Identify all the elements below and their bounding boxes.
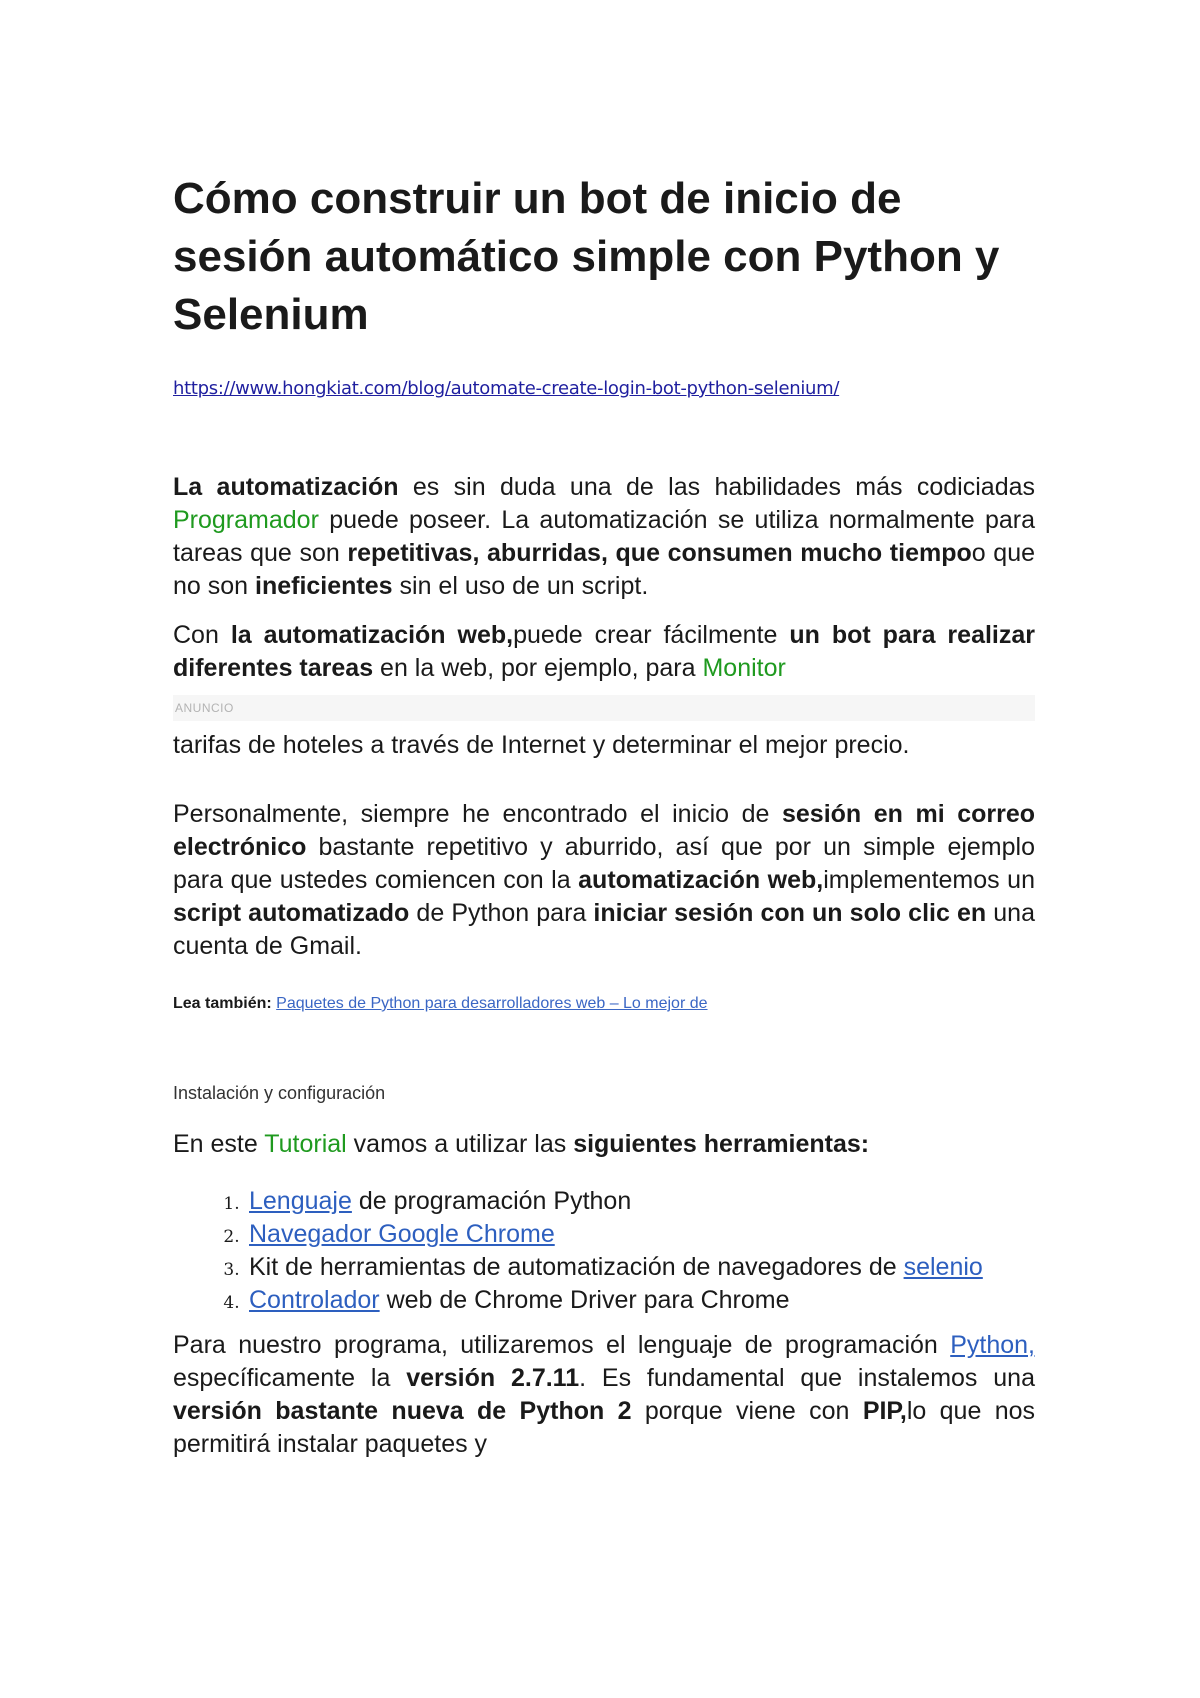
page-title: Cómo construir un bot de inicio de sesión automático simple con Python y Selenium <box>173 174 1000 339</box>
text: vamos a utilizar las <box>346 1130 574 1158</box>
controller-link[interactable]: Controlador <box>249 1286 380 1314</box>
selenium-link[interactable]: selenio <box>903 1253 983 1281</box>
list-item <box>245 1185 1035 1218</box>
text: . Es fundamental que instalemos una <box>579 1364 1035 1392</box>
text: bastante repetitivo y aburrido, así que por un simple ejemplo para que ustedes comiencen con la <box>173 833 1035 894</box>
tutorial-term: Tutorial <box>264 1130 347 1158</box>
text: Personalmente, siempre he encontrado el inicio de <box>173 800 782 828</box>
list-item <box>245 1284 1035 1317</box>
text-bold: La <box>173 473 203 501</box>
text-bold: repetitivas, aburridas, que consumen mucho tiempo <box>347 539 972 567</box>
paragraph-intro <box>173 471 1035 603</box>
text-bold: script automatizado <box>173 899 410 927</box>
text: En este <box>173 1130 265 1158</box>
text: o que no son <box>173 539 1036 600</box>
text-bold: automatización web, <box>578 866 824 894</box>
paragraph-personal <box>173 798 1035 963</box>
text: sin el uso de un script. <box>392 572 649 600</box>
text-bold: versión 2.7.11 <box>406 1364 580 1392</box>
text-bold: automatización <box>216 473 399 501</box>
python-link[interactable]: Python, <box>950 1331 1035 1359</box>
programmer-term: Programador <box>173 506 319 534</box>
tools-intro <box>173 1128 1035 1161</box>
chrome-browser-link[interactable]: Navegador Google Chrome <box>249 1220 555 1248</box>
list-item <box>245 1251 1035 1284</box>
text: específicamente la <box>173 1364 407 1392</box>
text: Para nuestro programa, utilizaremos el lenguaje de programación <box>173 1331 951 1359</box>
text: de Python para <box>409 899 594 927</box>
read-also-link[interactable]: Paquetes de Python para desarrolladores web – Lo mejor de <box>276 995 708 1012</box>
text: en la web, por ejemplo, para <box>373 654 703 682</box>
text-bold: la automatización web, <box>230 621 514 649</box>
language-link[interactable]: Lenguaje <box>249 1187 352 1215</box>
paragraph-web-automation <box>173 619 1035 685</box>
paragraph-hotel-rates: tarifas de hoteles a través de Internet y determinar el mejor precio. <box>173 731 910 759</box>
paragraph-python-version <box>173 1329 1035 1461</box>
read-also <box>173 995 1035 1013</box>
list-item-text: Kit de herramientas de automatización de navegadores de <box>249 1253 904 1281</box>
text-bold: siguientes herramientas: <box>573 1130 870 1158</box>
text: una cuenta de Gmail. <box>173 899 1035 960</box>
text-bold: versión bastante nueva de Python 2 <box>173 1397 632 1425</box>
text: Con <box>173 621 231 649</box>
monitor-term: Monitor <box>702 654 786 682</box>
list-item <box>245 1218 1035 1251</box>
tools-list <box>173 1185 1035 1317</box>
text: porque viene con <box>631 1397 863 1425</box>
text-bold: ineficientes <box>255 572 393 600</box>
advertisement-label: ANUNCIO <box>173 695 1035 721</box>
text: puede crear fácilmente <box>513 621 790 649</box>
document-page <box>173 170 1035 1461</box>
text-bold: PIP, <box>862 1397 907 1425</box>
read-also-label: Lea también: <box>173 995 272 1012</box>
section-heading: Instalación y configuración <box>173 1083 386 1103</box>
text-bold: iniciar sesión con un solo clic en <box>593 899 987 927</box>
text: puede poseer. La automatización se utiliza normalmente para tareas que son <box>173 506 1035 567</box>
text-bold: un bot para realizar diferentes tareas <box>173 621 1035 682</box>
text: lo que nos permitirá instalar paquetes y <box>173 1397 1036 1458</box>
source-url-link[interactable]: https://www.hongkiat.com/blog/automate-create-login-bot-python-selenium/ <box>173 378 840 399</box>
list-item-text: web de Chrome Driver para Chrome <box>379 1286 790 1314</box>
text: implementemos un <box>823 866 1035 894</box>
list-item-text: de programación Python <box>351 1187 632 1215</box>
text-bold: sesión en mi correo electrónico <box>173 800 1035 861</box>
text: es sin duda una de las habilidades más codiciadas <box>398 473 1035 501</box>
